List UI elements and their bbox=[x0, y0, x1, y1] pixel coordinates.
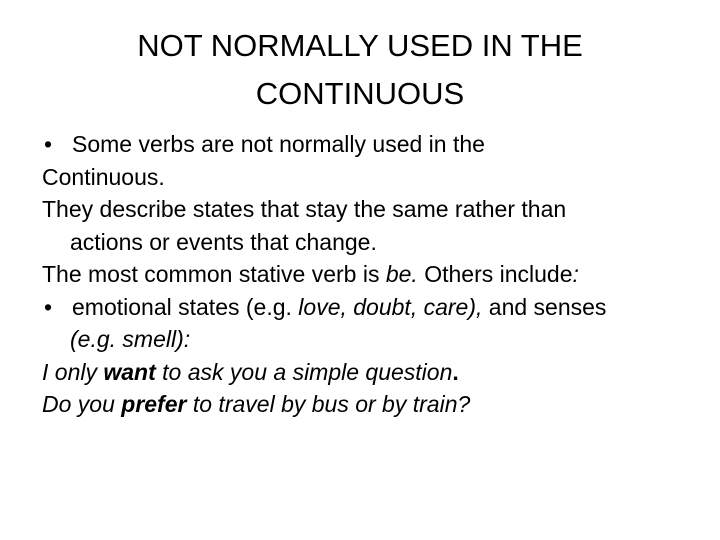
italic-text: Do you bbox=[42, 391, 122, 417]
body-text-line: actions or events that change. bbox=[70, 228, 377, 255]
text-run: emotional states (e.g. bbox=[72, 293, 299, 320]
italic-text: I only bbox=[42, 358, 104, 385]
bullet-item-1 bbox=[42, 128, 710, 161]
example-sentence-2 bbox=[42, 388, 710, 421]
body-text-line: They describe states that stay the same rather than bbox=[42, 196, 567, 222]
italic-text: love, doubt, care), bbox=[298, 293, 483, 320]
text-run: and senses bbox=[482, 293, 607, 320]
body-text-line bbox=[42, 323, 710, 356]
text-run: The most common stative verb is bbox=[42, 261, 386, 287]
italic-text: : bbox=[572, 261, 579, 287]
slide-body bbox=[42, 128, 710, 421]
text-run: Others include bbox=[417, 261, 573, 287]
example-sentence-1 bbox=[42, 356, 710, 389]
bold-text: . bbox=[452, 358, 459, 385]
body-text-line: Some verbs are not normally used in the bbox=[72, 131, 485, 157]
body-text-line bbox=[42, 258, 710, 291]
bold-italic-text: want bbox=[103, 358, 156, 385]
slide-title bbox=[40, 22, 680, 118]
title-line-2: CONTINUOUS bbox=[255, 76, 465, 111]
italic-text: (e.g. smell): bbox=[70, 326, 191, 352]
italic-text: be. bbox=[385, 261, 418, 287]
body-text-line: Continuous. bbox=[42, 163, 165, 190]
bullet-icon: • bbox=[44, 131, 53, 157]
italic-text: to ask you a simple question bbox=[155, 358, 453, 385]
bold-italic-text: prefer bbox=[121, 391, 187, 417]
title-line-1: NOT NORMALLY USED IN THE bbox=[137, 28, 583, 63]
italic-text: to travel by bus or by train? bbox=[186, 391, 471, 417]
bullet-item-2 bbox=[42, 291, 710, 324]
bullet-icon: • bbox=[44, 293, 53, 320]
